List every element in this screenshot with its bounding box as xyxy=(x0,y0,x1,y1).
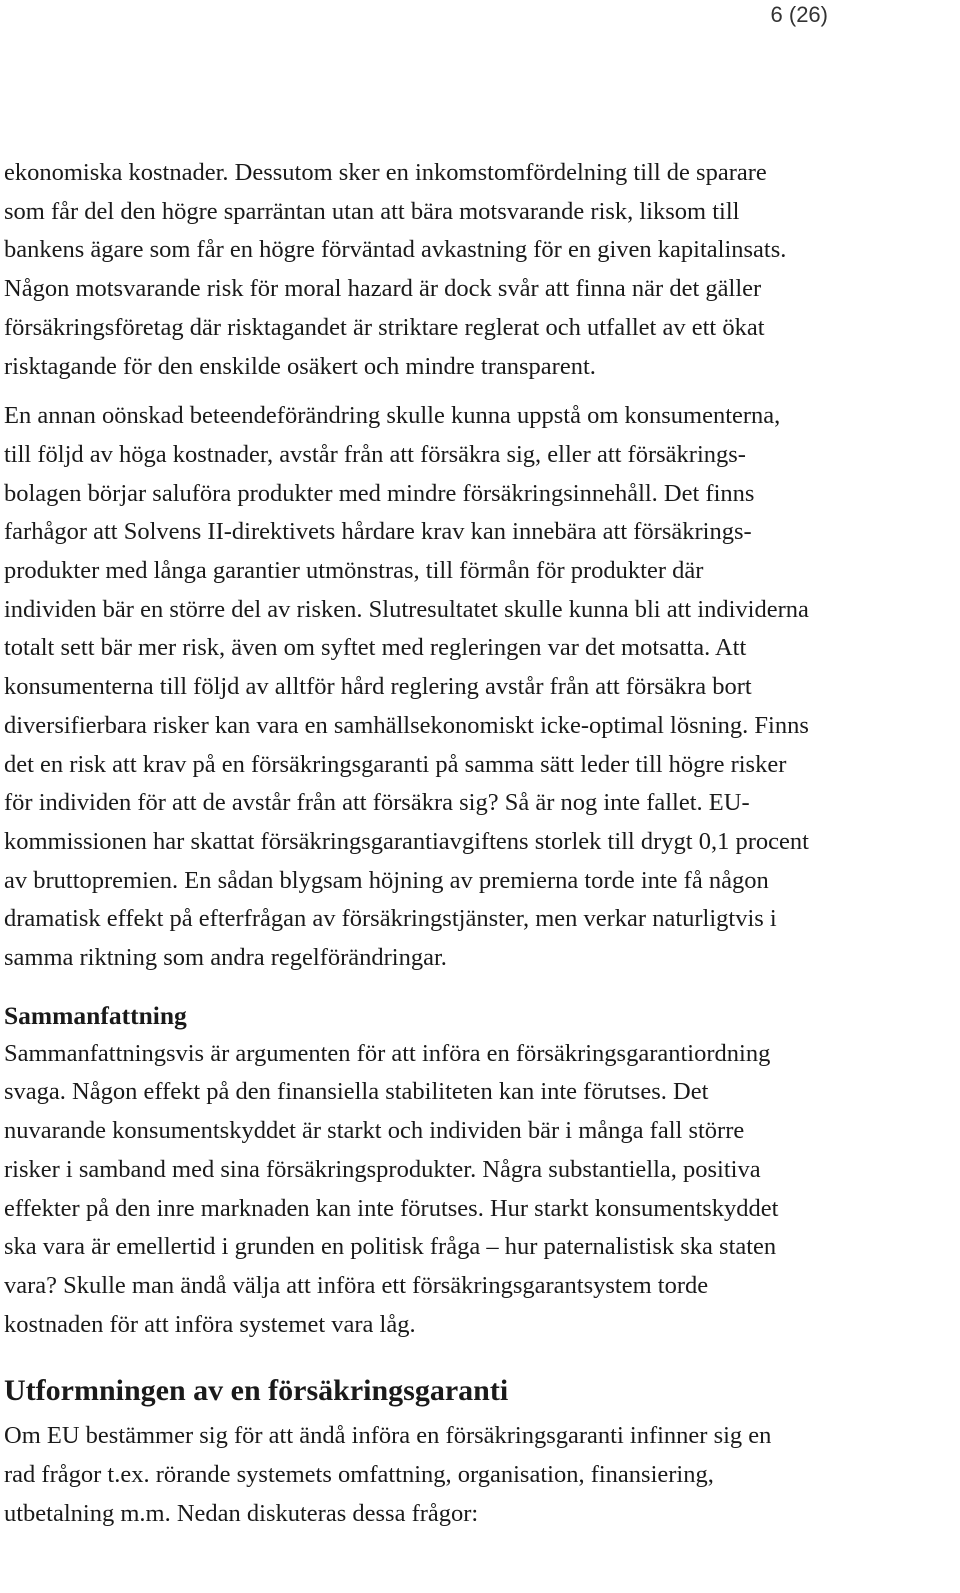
text-line: ska vara är emellertid i grunden en politisk fråga – hur paternalistisk ska staten xyxy=(4,1233,777,1261)
text-line: Om EU bestämmer sig för att ändå införa en försäkringsgaranti infinner sig en xyxy=(4,1422,772,1450)
paragraph-summary xyxy=(4,1035,944,1345)
text-line: samma riktning som andra regelförändringar. xyxy=(4,944,447,972)
text-line: av bruttopremien. En sådan blygsam höjning av premierna torde inte få någon xyxy=(4,866,769,894)
document-body xyxy=(4,154,944,1534)
text-line: det en risk att krav på en försäkringsgaranti på samma sätt leder till högre risker xyxy=(4,750,787,778)
text-line: till följd av höga kostnader, avstår från att försäkra sig, eller att försäkrings- xyxy=(4,440,746,468)
text-line: kommissionen har skattat försäkringsgarantiavgiftens storlek till drygt 0,1 procent xyxy=(4,827,809,855)
text-line: produkter med långa garantier utmönstras, till förmån för produkter där xyxy=(4,557,704,585)
paragraph-design-intro xyxy=(4,1417,944,1533)
text-line: ekonomiska kostnader. Dessutom sker en inkomstomfördelning till de sparare xyxy=(4,159,767,186)
text-line: försäkringsföretag där risktagandet är striktare reglerat och utfallet av ett ökat xyxy=(4,313,765,341)
text-line: bankens ägare som får en högre förväntad avkastning för en given kapitalinsats. xyxy=(4,236,787,264)
text-line: risker i samband med sina försäkringsprodukter. Några substantiella, positiva xyxy=(4,1155,761,1183)
text-line: En annan oönskad beteendeförändring skulle kunna uppstå om konsumenterna, xyxy=(4,402,781,430)
page-number: 6 (26) xyxy=(770,2,828,27)
text-line: kostnaden för att införa systemet vara låg. xyxy=(4,1310,416,1338)
text-line: för individen för att de avstår från att försäkra sig? Så är nog inte fallet. EU- xyxy=(4,789,750,817)
text-line: Någon motsvarande risk för moral hazard är dock svår att finna när det gäller xyxy=(4,275,762,303)
text-line: svaga. Någon effekt på den finansiella stabiliteten kan inte förutses. Det xyxy=(4,1078,709,1106)
paragraph-behaviour-change xyxy=(4,397,944,978)
text-line: effekter på den inre marknaden kan inte förutses. Hur starkt konsumentskyddet xyxy=(4,1194,779,1222)
text-line: konsumenterna till följd av alltför hård reglering avstår från att försäkra bort xyxy=(4,673,752,701)
paragraph-moral-hazard xyxy=(4,154,944,386)
text-line: bolagen börjar saluföra produkter med mindre försäkringsinnehåll. Det finns xyxy=(4,479,755,507)
text-line: Sammanfattningsvis är argumenten för att införa en försäkringsgarantiordning xyxy=(4,1039,771,1067)
text-line: dramatisk effekt på efterfrågan av försäkringstjänster, men verkar naturligtvis i xyxy=(4,905,777,933)
text-line: som får del den högre sparräntan utan att bära motsvarande risk, liksom till xyxy=(4,197,740,225)
text-line: rad frågor t.ex. rörande systemets omfattning, organisation, finansiering, xyxy=(4,1461,714,1489)
text-line: totalt sett bär mer risk, även om syftet med regleringen var det motsatta. Att xyxy=(4,634,747,662)
text-line: utbetalning m.m. Nedan diskuteras dessa frågor: xyxy=(4,1499,479,1527)
text-line: vara? Skulle man ändå välja att införa ett försäkringsgarantsystem torde xyxy=(4,1271,709,1299)
text-line: farhågor att Solvens II-direktivets hårdare krav kan innebära att försäkrings- xyxy=(4,518,752,546)
text-line: individen bär en större del av risken. Slutresultatet skulle kunna bli att individerna xyxy=(4,595,809,623)
section-heading-design: Utformningen av en försäkringsgaranti xyxy=(4,1374,509,1408)
text-line: risktagande för den enskilde osäkert och mindre transparent. xyxy=(4,352,596,380)
section-heading-summary: Sammanfattning xyxy=(4,1000,187,1030)
text-line: nuvarande konsumentskyddet är starkt och individen bär i många fall större xyxy=(4,1117,745,1145)
text-line: diversifierbara risker kan vara en samhällsekonomiskt icke-optimal lösning. Finns xyxy=(4,711,809,739)
